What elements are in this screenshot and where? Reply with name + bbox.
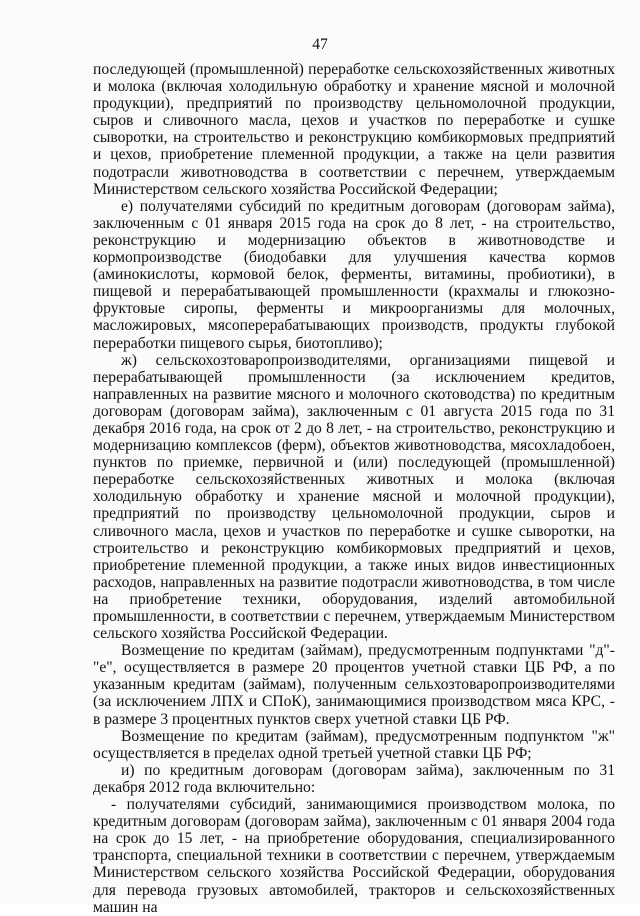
page-number: 47	[312, 36, 328, 53]
paragraph-item-e: е) получателями субсидий по кредитным договорам (договорам займа), заключенным с 01 января 2015 года на срок до 8 лет, - на строительство, реконструкцию и модернизацию объектов в животноводстве и кормопроизводстве (биодобавки для улучшения качества кормов (аминокислоты, кормовой белок, ферменты, витамины, пробиотики), в пищевой и перерабатывающей промышленности (крахмалы и глюкозно-фруктовые сиропы, ферменты и микроорганизмы для молочных, масложировых, мясоперерабатывающих производств, продукты глубокой переработки пищевого сырья, биотопливо);	[93, 197, 615, 352]
paragraph-dash-milk-producers: - получателями субсидий, занимающимися производством молока, по кредитным договорам (договорам займа), заключенным с 01 января 2004 года на срок до 15 лет, - на приобретение оборудования, специализированного транспорта, специальной техники в соответствии с перечнем, утверждаемым Министерством сельского хозяйства Российской Федерации, оборудования для перевода грузовых автомобилей, тракторов и сельскохозяйственных машин на	[93, 796, 615, 916]
paragraph-compensation-zh: Возмещение по кредитам (займам), предусмотренным подпунктом "ж" осуществляется в пределах одной третьей учетной ставки ЦБ РФ;	[93, 727, 615, 762]
paragraph-item-i: и) по кредитным договорам (договорам займа), заключенным по 31 декабря 2012 года включительно:	[93, 761, 615, 796]
paragraph-item-zh: ж) сельскохозтоваропроизводителями, организациями пищевой и перерабатывающей промышленности (за исключением кредитов, направленных на развитие мясного и молочного скотоводства) по кредитным договорам (договорам займа), заключенным с 01 августа 2015 года по 31 декабря 2016 года, на срок от 2 до 8 лет, - на строительство, реконструкцию и модернизацию комплексов (ферм), объектов животноводства, мясохладобоен, пунктов по приемке, первичной и (или) последующей (промышленной) переработке сельскохозяйственных животных и молока (включая холодильную обработку и хранение мясной и молочной продукции), предприятий по производству цельномолочной продукции, сыров и сливочного масла, цехов и участков по переработке и сушке сыворотки, на строительство и реконструкцию комбикормовых предприятий и цехов, приобретение племенной продукции, а также иных видов инвестиционных расходов, направленных на развитие подотрасли животноводства, в том числе на приобретение техники, оборудования, изделий автомобильной промышленности, в соответствии с перечнем, утверждаемым Министерством сельского хозяйства Российской Федерации.	[93, 351, 615, 643]
paragraph-compensation-d-e: Возмещение по кредитам (займам), предусмотренным подпунктами "д"-"е", осуществляется в размере 20 процентов учетной ставки ЦБ РФ, а по указанным кредитам (займам), полученным сельхозтоваропроизводителями (за исключением ЛПХ и СПоК), занимающимися производством мяса КРС, - в размере 3 процентных пунктов сверх учетной ставки ЦБ РФ.	[93, 642, 615, 728]
paragraph-continuation: последующей (промышленной) переработке сельскохозяйственных животных и молока (включая холодильную обработку и хранение мясной и молочной продукции), предприятий по производству цельномолочной продукции, сыров и сливочного масла, цехов и участков по переработке и сушке сыворотки, на строительство и реконструкцию комбикормовых предприятий и цехов, приобретение племенной продукции, а также на цели развития подотрасли животноводства в соответствии с перечнем, утверждаемым Министерством сельского хозяйства Российской Федерации;	[93, 61, 615, 198]
document-body	[93, 61, 615, 916]
